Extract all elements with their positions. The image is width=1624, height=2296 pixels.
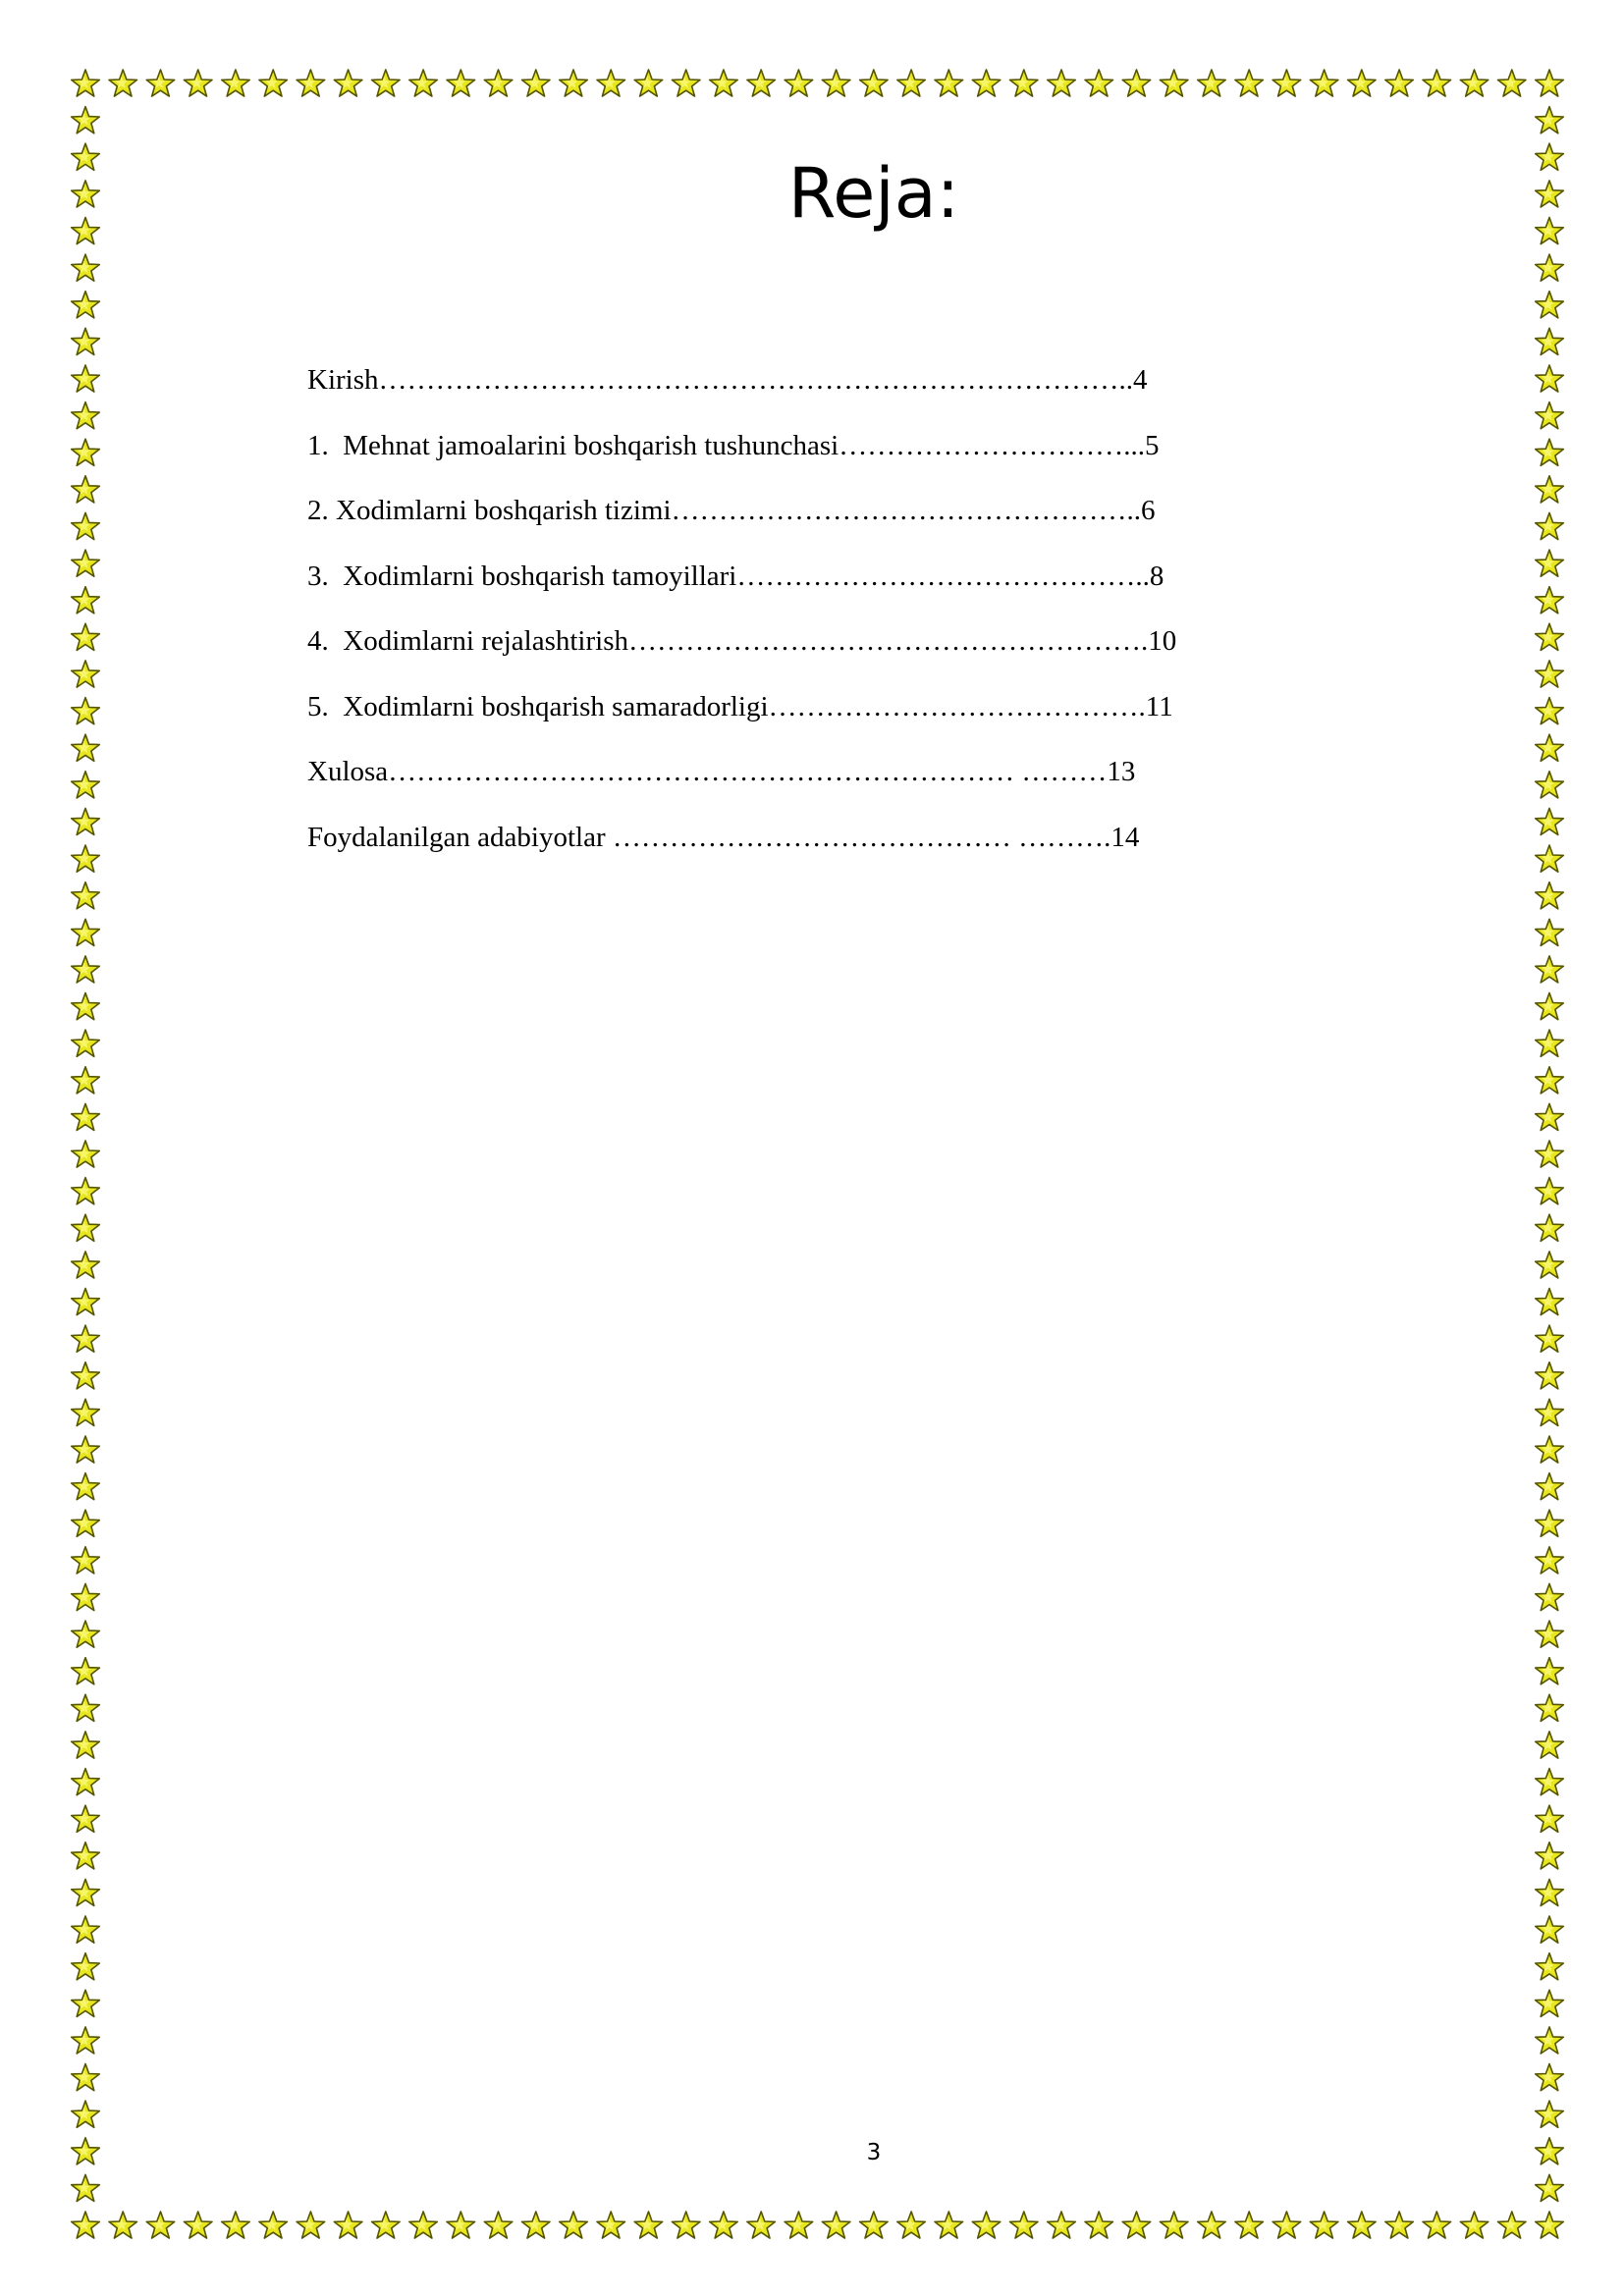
border-star-icon [259,70,288,96]
toc-item-3: 3. Xodimlarni boshqarish tamoyillari……………………………………..8 [307,560,1164,592]
border-star-icon [1536,1252,1564,1278]
border-star-icon [72,1141,100,1167]
border-star-icon [1536,1583,1564,1610]
border-star-icon [72,993,100,1020]
border-star-icon [484,2212,513,2238]
border-star-icon [1536,402,1564,429]
border-star-icon [72,1990,100,2016]
border-star-icon [72,587,100,614]
border-star-icon [1310,70,1338,96]
border-star-icon [1536,1842,1564,1869]
border-star-icon [1536,254,1564,281]
border-star-icon [1048,2212,1076,2238]
border-star-icon [72,919,100,945]
border-star-icon [1460,2212,1489,2238]
border-star-icon [1536,1916,1564,1943]
border-star-icon [109,70,137,96]
border-star-icon [1010,70,1039,96]
border-star-icon [1536,1694,1564,1721]
border-star-icon [1536,328,1564,354]
border-star-icon [897,70,926,96]
border-star-icon [1536,365,1564,392]
border-star-icon [1536,107,1564,133]
border-star-icon [785,70,813,96]
border-star-icon [560,70,588,96]
border-star-icon [372,2212,401,2238]
border-star-icon [1536,1214,1564,1241]
border-star-icon [1536,772,1564,798]
border-star-icon [860,70,889,96]
border-star-icon [72,1805,100,1832]
border-star-icon [1536,808,1564,834]
border-star-icon [222,70,250,96]
border-star-icon [72,698,100,724]
border-star-icon [1536,2027,1564,2054]
border-star-icon [72,550,100,576]
border-star-icon [935,70,963,96]
border-star-icon [1460,70,1489,96]
border-star-icon [1536,623,1564,650]
border-star-icon [1048,70,1076,96]
border-star-icon [1498,70,1527,96]
border-star-icon [72,1473,100,1500]
border-star-icon [634,2212,663,2238]
border-star-icon [72,808,100,834]
border-star-icon [72,1694,100,1721]
border-star-icon [785,2212,813,2238]
border-star-icon [522,2212,551,2238]
border-star-icon [1536,292,1564,318]
border-star-icon [72,1583,100,1610]
border-star-icon [1536,1805,1564,1832]
border-star-icon [72,1842,100,1869]
border-star-icon [72,107,100,133]
border-star-icon [1536,1658,1564,1684]
border-star-icon [1536,1289,1564,1315]
border-star-icon [1272,2212,1301,2238]
border-star-icon [1536,1547,1564,1574]
toc-item-4: 4. Xodimlarni rejalashtirish……………………………………………….10 [307,625,1177,657]
border-star-icon [1536,1473,1564,1500]
border-star-icon [1536,1141,1564,1167]
border-star-icon [634,70,663,96]
border-star-icon [1122,2212,1151,2238]
table-of-contents [307,358,1338,881]
border-star-icon [72,623,100,650]
border-star-icon [334,70,362,96]
border-star-icon [72,1103,100,1130]
border-star-icon [72,1399,100,1425]
border-star-icon [1235,2212,1264,2238]
border-star-icon [72,1769,100,1795]
border-star-icon [72,882,100,909]
border-star-icon [72,1510,100,1536]
toc-item-adabiyotlar: Foydalanilgan adabiyotlar …………………………………… ……….14 [307,821,1140,853]
border-star-icon [1385,70,1414,96]
border-star-icon [1536,1030,1564,1056]
border-star-icon [72,1067,100,1094]
border-star-icon [72,1214,100,1241]
border-star-icon [146,2212,175,2238]
border-star-icon [1536,512,1564,539]
border-star-icon [1085,2212,1113,2238]
border-star-icon [409,70,438,96]
border-star-icon [1160,2212,1188,2238]
border-star-icon [72,365,100,392]
border-star-icon [1423,2212,1451,2238]
border-star-icon [72,1547,100,1574]
border-star-icon [72,1325,100,1352]
border-star-icon [972,70,1001,96]
border-star-icon [1536,1399,1564,1425]
border-star-icon [1536,1990,1564,2016]
toc-item-5: 5. Xodimlarni boshqarish samaradorligi………………………………….11 [307,690,1173,722]
border-star-icon [146,70,175,96]
border-star-icon [672,2212,700,2238]
border-star-icon [1536,882,1564,909]
border-star-icon [447,70,475,96]
border-star-icon [297,70,325,96]
border-star-icon [522,70,551,96]
border-star-icon [1198,70,1226,96]
border-star-icon [1536,1953,1564,1980]
border-star-icon [1310,2212,1338,2238]
border-star-icon [1536,2064,1564,2091]
toc-item-kirish: Kirish……………………………………………………………………..4 [307,364,1148,396]
toc-item-2: 2. Xodimlarni boshqarish tizimi…………………………………………..6 [307,495,1156,526]
border-star-icon [1536,661,1564,687]
border-star-icon [72,1953,100,1980]
toc-item-1: 1. Mehnat jamoalarini boshqarish tushunchasi…………………………...5 [307,429,1160,461]
border-star-icon [672,70,700,96]
border-star-icon [1536,1436,1564,1463]
border-star-icon [72,2027,100,2054]
border-star-icon [72,772,100,798]
border-star-icon [1536,550,1564,576]
border-star-icon [1536,1732,1564,1758]
border-star-icon [72,512,100,539]
border-star-icon [72,1879,100,1905]
border-star-icon [372,70,401,96]
border-star-icon [1536,1067,1564,1094]
border-star-icon [560,2212,588,2238]
border-star-icon [1536,70,1564,96]
border-star-icon [72,1658,100,1684]
border-star-icon [1160,70,1188,96]
border-star-icon [1348,70,1377,96]
border-star-icon [72,1732,100,1758]
border-star-icon [1536,476,1564,503]
border-star-icon [1536,1621,1564,1647]
border-star-icon [72,476,100,503]
page-number: 3 [866,2140,882,2165]
border-star-icon [72,254,100,281]
border-star-icon [1536,1769,1564,1795]
border-star-icon [1536,698,1564,724]
border-star-icon [184,70,212,96]
border-star-icon [109,2212,137,2238]
border-star-icon [72,845,100,872]
border-star-icon [259,2212,288,2238]
border-star-icon [72,956,100,983]
border-star-icon [297,2212,325,2238]
border-star-icon [72,1252,100,1278]
border-star-icon [935,2212,963,2238]
border-star-icon [860,2212,889,2238]
page-title: Reja: [787,153,960,234]
border-star-icon [710,70,738,96]
border-star-icon [72,734,100,761]
border-star-icon [184,2212,212,2238]
border-star-icon [72,1030,100,1056]
border-star-icon [1536,2212,1564,2238]
border-star-icon [1536,1362,1564,1389]
border-star-icon [72,402,100,429]
border-star-icon [1536,919,1564,945]
border-star-icon [72,439,100,465]
border-star-icon [897,2212,926,2238]
border-star-icon [72,1289,100,1315]
border-star-icon [1536,439,1564,465]
border-star-icon [72,1178,100,1204]
border-star-icon [72,1916,100,1943]
border-star-icon [1536,1325,1564,1352]
border-star-icon [72,2064,100,2091]
border-star-icon [1198,2212,1226,2238]
toc-item-xulosa: Xulosa………………………………………………………… ………13 [307,756,1136,787]
border-star-icon [72,328,100,354]
border-star-icon [972,2212,1001,2238]
border-star-icon [597,70,625,96]
border-star-icon [334,2212,362,2238]
border-star-icon [484,70,513,96]
border-star-icon [72,1436,100,1463]
border-star-icon [1536,1879,1564,1905]
border-star-icon [72,292,100,318]
border-star-icon [1536,956,1564,983]
border-star-icon [72,2101,100,2127]
border-star-icon [72,70,100,96]
border-star-icon [1536,1178,1564,1204]
border-star-icon [1385,2212,1414,2238]
border-star-icon [1536,993,1564,1020]
border-star-icon [1536,734,1564,761]
border-star-icon [1122,70,1151,96]
border-star-icon [747,2212,776,2238]
border-star-icon [597,2212,625,2238]
border-star-icon [1235,70,1264,96]
border-star-icon [447,2212,475,2238]
border-star-icon [72,2212,100,2238]
border-star-icon [1272,70,1301,96]
border-star-icon [72,1362,100,1389]
border-star-icon [1010,2212,1039,2238]
border-star-icon [747,70,776,96]
border-star-icon [72,2174,100,2201]
border-star-icon [222,2212,250,2238]
border-star-icon [1536,587,1564,614]
border-star-icon [1348,2212,1377,2238]
border-star-icon [72,1621,100,1647]
border-star-icon [822,70,850,96]
border-star-icon [1536,2101,1564,2127]
border-star-icon [1498,2212,1527,2238]
border-star-icon [1423,70,1451,96]
border-star-icon [822,2212,850,2238]
border-star-icon [710,2212,738,2238]
border-star-icon [1536,2174,1564,2201]
border-star-icon [409,2212,438,2238]
border-star-icon [1085,70,1113,96]
border-star-icon [1536,845,1564,872]
border-star-icon [1536,1103,1564,1130]
border-star-icon [1536,1510,1564,1536]
border-star-icon [72,661,100,687]
